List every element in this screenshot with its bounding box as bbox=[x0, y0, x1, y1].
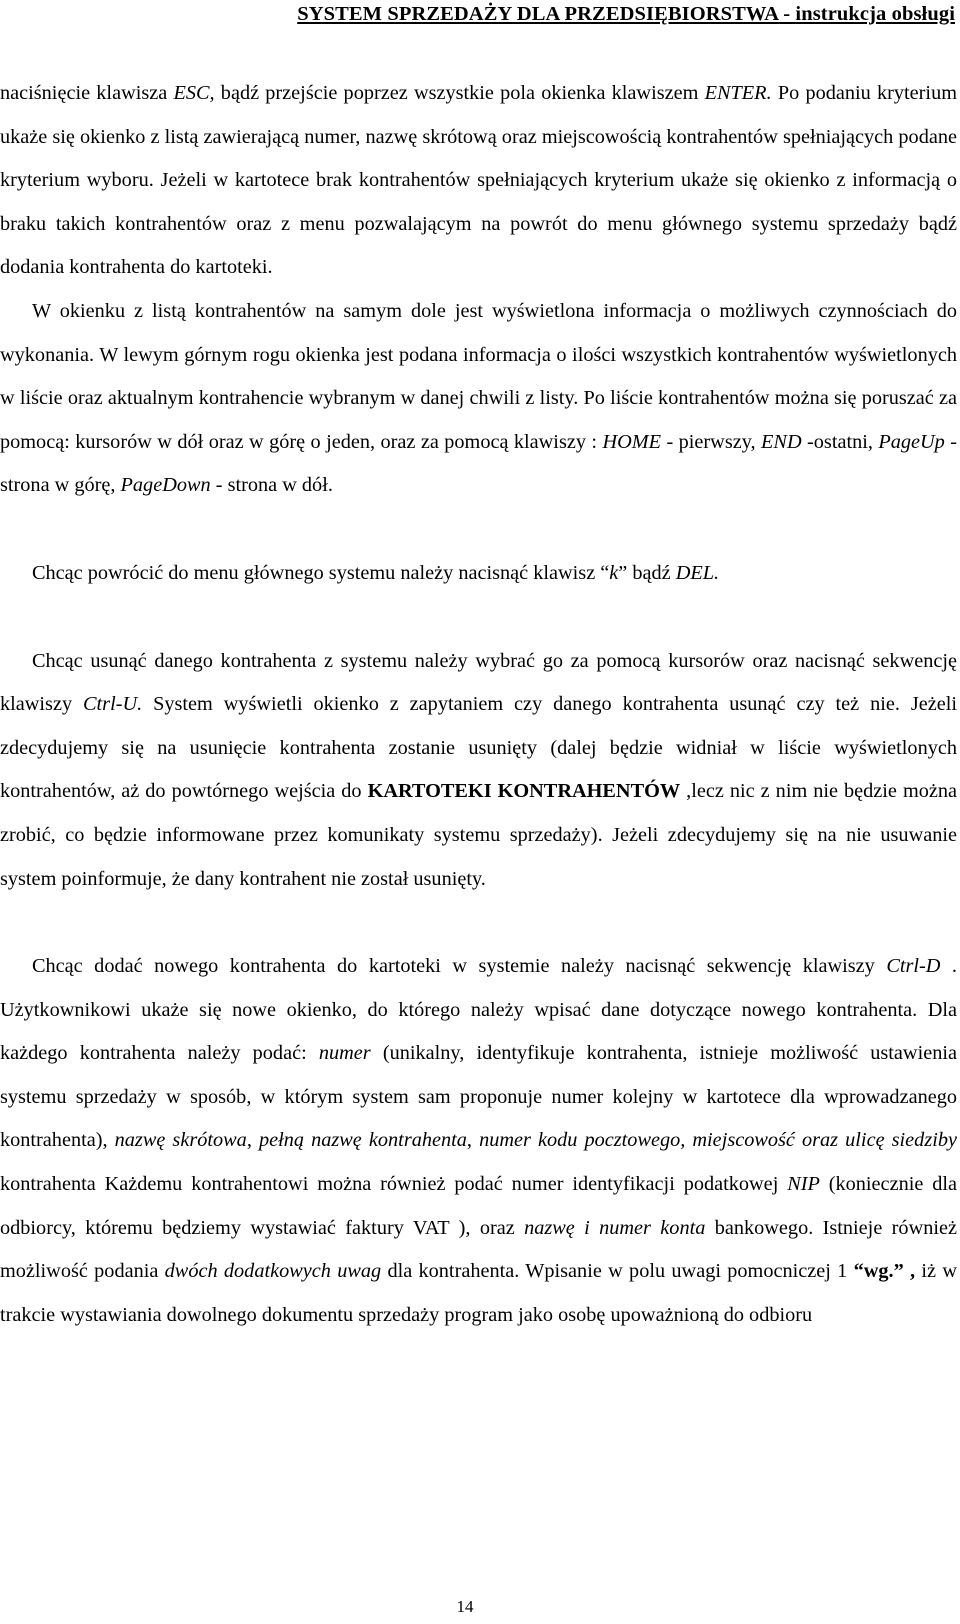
paragraph-text: iż w trakcie wystawiania dowolnego dokumentu sprzedaży program jako osobę upoważnioną do odbioru bbox=[0, 1260, 957, 1326]
italic-text: nazwę i numer konta bbox=[524, 1216, 706, 1239]
paragraph-text: bankowego. Istnieje również możliwość podania bbox=[0, 1216, 957, 1283]
paragraph-5 bbox=[0, 945, 957, 1337]
paragraph-text: -strona w górę, bbox=[0, 430, 958, 497]
italic-text: ESC, bbox=[173, 82, 215, 104]
italic-text: ENTER. bbox=[704, 82, 772, 104]
paragraph-text: kontrahenta Każdemu kontrahentowi można również podać numer identyfikacji podatkowej bbox=[0, 1173, 788, 1196]
paragraph-spacer bbox=[0, 596, 957, 640]
paragraph-text: -ostatni, bbox=[801, 430, 879, 453]
paragraph-text: System wyświetli okienko z zapytaniem czy danego kontrahenta usunąć czy też nie. Jeżeli zdecydujemy się na usunięcie kontrahenta zostanie usunięty (dalej będzie widniał w liście wyświetlonych kontrahentów, aż do powtórnego wejścia do bbox=[0, 693, 957, 803]
paragraph-spacer bbox=[0, 901, 957, 945]
paragraph-text: bądź przejście poprzez wszystkie pola okienka klawiszem bbox=[214, 82, 705, 104]
italic-text: NIP bbox=[787, 1173, 820, 1196]
paragraph-text: . Użytkownikowi ukaże się nowe okienko, do którego należy wpisać dane dotyczące nowego kontrahenta. Dla każdego kontrahenta należy podać: bbox=[0, 955, 957, 1065]
paragraph-text: Chcąc usunąć danego kontrahenta z systemu należy wybrać go za pomocą kursorów oraz nacisnąć sekwencję klawiszy bbox=[0, 649, 957, 716]
italic-text: END bbox=[761, 430, 802, 453]
italic-text: Ctrl-D bbox=[886, 955, 941, 978]
paragraph-text: dla kontrahenta. Wpisanie w polu uwagi pomocniczej 1 bbox=[381, 1260, 854, 1283]
paragraph-text: (koniecznie dla odbiorcy, któremu będziemy wystawiać faktury VAT ), oraz bbox=[0, 1173, 957, 1239]
italic-text: dwóch dodatkowych uwag bbox=[164, 1260, 382, 1283]
paragraph-text: naciśnięcie klawisza bbox=[0, 82, 174, 104]
paragraph-2 bbox=[0, 290, 957, 508]
paragraph-text: Chcąc powrócić do menu głównego systemu należy nacisnąć klawisz “ bbox=[32, 561, 610, 584]
italic-text: HOME bbox=[602, 430, 662, 453]
paragraph-text: W okienku z listą kontrahentów na samym dole jest wyświetlona informacja o możliwych czynnościach do wykonania. W lewym górnym rogu okienka jest podana informacja o ilości wszystkich kontrahentów wyświetlonych w liście oraz aktualnym kontrahencie wybranym w danej chwili z listy. Po liście kontrahentów można się poruszać za pomocą: kursorów w dół oraz w górę o jeden, oraz za pomocą klawiszy : bbox=[0, 299, 957, 453]
document-header: SYSTEM SPRZEDAŻY DLA PRZEDSIĘBIORSTWA - instrukcja obsługi bbox=[297, 3, 955, 25]
paragraph-1 bbox=[0, 72, 957, 290]
bold-text: KARTOTEKI KONTRAHENTÓW bbox=[367, 780, 681, 803]
page-number: 14 bbox=[456, 1597, 474, 1616]
paragraph-text: - strona w dół. bbox=[210, 474, 333, 497]
italic-text: pełną nazwę kontrahenta bbox=[258, 1129, 467, 1152]
document-body bbox=[0, 72, 957, 1337]
italic-text: PageUp bbox=[878, 430, 945, 453]
bold-text: “wg.” , bbox=[853, 1260, 916, 1283]
paragraph-text: - pierwszy, bbox=[661, 430, 762, 453]
paragraph-text: Chcąc dodać nowego kontrahenta do kartoteki w systemie należy nacisnąć sekwencję klawiszy bbox=[32, 955, 887, 978]
italic-text: numer kodu pocztowego, miejscowość oraz ulicę siedziby bbox=[479, 1129, 957, 1152]
paragraph-text: ” bądź bbox=[618, 561, 676, 584]
italic-text: PageDown bbox=[120, 474, 211, 497]
italic-text: Ctrl-U. bbox=[83, 693, 143, 716]
italic-text: nazwę skrótowa bbox=[114, 1129, 247, 1152]
paragraph-text: (unikalny, identyfikuje kontrahenta, istnieje możliwość ustawienia systemu sprzedaży w sposób, w którym system sam proponuje numer kolejny w kartotece dla wprowadzanego kontrahenta), bbox=[0, 1042, 957, 1152]
italic-text: k bbox=[609, 561, 619, 584]
paragraph-4 bbox=[0, 640, 957, 902]
paragraph-text: , bbox=[466, 1129, 480, 1152]
paragraph-3 bbox=[0, 552, 957, 596]
italic-text: DEL. bbox=[675, 561, 720, 584]
paragraph-text: ,lecz nic z nim nie będzie można zrobić, co będzie informowane przez komunikaty systemu sprzedaży). Jeżeli zdecydujemy się na nie usuwanie system poinformuje, że dany kontrahent nie został usunięty. bbox=[0, 780, 958, 890]
paragraph-text: Po podaniu kryterium ukaże się okienko z listą zawierającą numer, nazwę skrótową oraz miejscowością kontrahentów spełniających podane kryterium wyboru. Jeżeli w kartotece brak kontrahentów spełniających kryterium ukaże się okienko z informacją o braku takich kontrahentów oraz z menu pozwalającym na powrót do menu głównego systemu sprzedaży bądź dodania kontrahenta do kartoteki. bbox=[0, 82, 957, 279]
italic-text: numer bbox=[318, 1042, 371, 1065]
paragraph-text: , bbox=[246, 1129, 259, 1152]
paragraph-spacer bbox=[0, 508, 957, 552]
